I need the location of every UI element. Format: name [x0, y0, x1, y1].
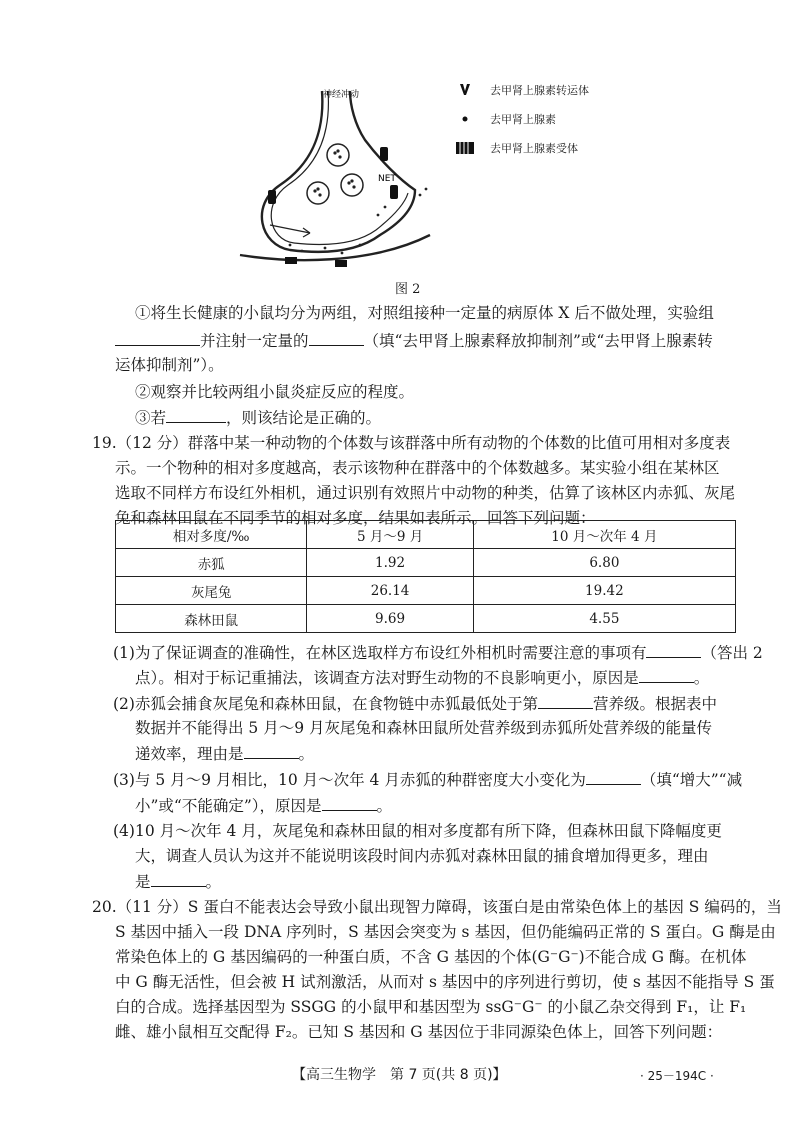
q19-s3b-pre: 小”或“不能确定”），原因是	[135, 797, 322, 815]
q19-s4c-pre: 是	[135, 873, 151, 891]
table-cell: 灰尾兔	[116, 577, 307, 605]
table-cell: 9.69	[307, 605, 473, 633]
q18-text-mid: 并注射一定量的	[200, 332, 309, 350]
table-row	[116, 577, 736, 605]
legend-row-receptor	[450, 140, 578, 156]
table-header: 5 月～9 月	[307, 521, 473, 549]
figure-caption: 图 2	[395, 282, 421, 297]
q18-step1-line3: 运体抑制剂”）。	[115, 356, 224, 374]
legend-label-transporter: 去甲肾上腺素转运体	[490, 84, 589, 97]
q19-s3a-pre: (3)与 5 月～9 月相比，10 月～次年 4 月赤狐的种群密度大小变化为	[113, 771, 586, 789]
q20-line-6: 雌、雄小鼠相互交配得 F₂。已知 S 基因和 G 基因位于非同源染色体上，回答下列问题：	[115, 1023, 723, 1041]
q20-line-2: S 基因中插入一段 DNA 序列时，S 基因会突变为 s 基因，但仍能编码正常的 S 蛋白。G 酶是由	[115, 923, 776, 941]
answer-blank[interactable]	[309, 330, 364, 346]
answer-blank[interactable]	[646, 642, 701, 658]
table-cell: 森林田鼠	[116, 605, 307, 633]
synapse-diagram	[230, 85, 440, 275]
receptor-icon	[450, 140, 480, 156]
answer-blank[interactable]	[586, 769, 641, 785]
page-footer-center: 【高三生物学 第 7 页(共 8 页)】	[292, 1067, 507, 1083]
q19-s3-line2	[135, 795, 726, 816]
q19-s4-line1: (4)10 月～次年 4 月，灰尾兔和森林田鼠的相对多度都有所下降，但森林田鼠下降幅度更	[113, 822, 722, 840]
table-cell: 4.55	[473, 605, 735, 633]
table-header-row	[116, 521, 736, 549]
q19-s2c-pre: 递效率，理由是	[135, 745, 244, 763]
table-cell: 26.14	[307, 577, 473, 605]
table-row	[116, 549, 736, 577]
answer-blank[interactable]	[151, 871, 206, 887]
q18-step1-line2	[115, 330, 726, 351]
q19-s1b-pre: 点）。相对于标记重捕法，该调查方法对野生动物的不良影响更小，原因是	[135, 669, 639, 687]
q20-line-3: 常染色体上的 G 基因编码的一种蛋白质，不含 G 基因的个体(G⁻G⁻)不能合成 G 酶。在机体	[115, 948, 747, 966]
q19-s3b-post: 。	[376, 797, 393, 815]
dot-icon	[450, 116, 480, 122]
net-label: NET	[378, 174, 396, 184]
q19-s2-line2: 数据并不能得出 5 月～9 月灰尾兔和森林田鼠所处营养级到赤狐所处营养级的能量传	[135, 719, 713, 737]
table-cell: 赤狐	[116, 549, 307, 577]
q20-line-4: 中 G 酶无活性，但会被 H 试剂激活，从而对 s 基因中的序列进行剪切，使 s 基因不能指导 S 蛋	[115, 973, 775, 991]
q19-s2a-post: 营养级。根据表中	[592, 695, 717, 713]
table-cell: 6.80	[473, 549, 735, 577]
q19-intro-3: 选取不同样方布设红外相机，通过识别有效照片中动物的种类，估算了该林区内赤狐、灰尾	[115, 484, 736, 502]
answer-blank[interactable]	[322, 795, 377, 811]
table-cell: 19.42	[473, 577, 735, 605]
q18-step1-line1: ①将生长健康的小鼠均分为两组，对照组接种一定量的病原体 X 后不做处理，实验组	[135, 304, 714, 322]
q18-step2: ②观察并比较两组小鼠炎症反应的程度。	[135, 383, 415, 401]
q19-s2c-post: 。	[298, 745, 315, 763]
q18-step3	[135, 407, 726, 428]
q19-s1-line1	[113, 642, 763, 663]
q19-s2a-pre: (2)赤狐会捕食灰尾兔和森林田鼠，在食物链中赤狐最低处于第	[113, 695, 538, 713]
table-header: 相对多度/‰	[116, 521, 307, 549]
q19-s3-line1	[113, 769, 743, 790]
q19-s2-line3	[135, 743, 726, 764]
q19-intro-2: 示。一个物种的相对多度越高，表示该物种在群落中的个体数越多。某实验小组在某林区	[115, 459, 720, 477]
q20-line-5: 白的合成。选择基因型为 SSGG 的小鼠甲和基因型为 ssG⁻G⁻ 的小鼠乙杂交得到 F₁，让 F₁	[115, 998, 747, 1016]
q19-s4-line2: 大，调查人员认为这并不能说明该段时间内赤狐对森林田鼠的捕食增加得更多，理由	[135, 847, 709, 865]
relative-abundance-table	[115, 520, 736, 633]
transporter-icon	[450, 83, 480, 97]
q19-s1a-post: （答出 2	[701, 644, 763, 662]
q19-s4c-post: 。	[205, 873, 222, 891]
q19-s1a-pre: (1)为了保证调查的准确性，在林区选取样方布设红外相机时需要注意的事项有	[113, 644, 647, 662]
q19-s1b-post: 。	[693, 669, 710, 687]
answer-blank[interactable]	[244, 743, 299, 759]
answer-blank[interactable]	[115, 330, 200, 346]
q19-s2-line1	[113, 693, 726, 714]
table-row	[116, 605, 736, 633]
q19-s1-line2	[135, 667, 726, 688]
q19-s3a-post: （填“增大”“减	[640, 771, 743, 789]
q18-text-post: （填“去甲肾上腺素释放抑制剂”或“去甲肾上腺素转	[363, 332, 713, 350]
table-cell: 1.92	[307, 549, 473, 577]
legend-label-dot: 去甲肾上腺素	[490, 113, 556, 126]
answer-blank[interactable]	[538, 693, 593, 709]
table-header: 10 月～次年 4 月	[473, 521, 735, 549]
q19-intro-4: 兔和森林田鼠在不同季节的相对多度，结果如表所示。回答下列问题：	[115, 509, 596, 527]
answer-blank[interactable]	[639, 667, 694, 683]
legend-row-dot	[450, 111, 556, 127]
page-footer-code: · 25－194C ·	[640, 1069, 714, 1083]
q18-step3-post: ，则该结论是正确的。	[226, 409, 382, 427]
q19-intro-1: 19.（12 分）群落中某一种动物的个体数与该群落中所有动物的个体数的比值可用相对多度表	[92, 434, 731, 452]
answer-blank[interactable]	[166, 407, 226, 423]
q18-step3-pre: ③若	[135, 409, 167, 427]
nerve-impulse-label: 神经冲动	[323, 90, 360, 100]
legend-row-transporter	[450, 82, 589, 98]
q19-s4-line3	[135, 871, 726, 892]
q20-line-1: 20.（11 分）S 蛋白不能表达会导致小鼠出现智力障碍，该蛋白是由常染色体上的基因 S 编码的，当	[92, 898, 782, 916]
legend-label-receptor: 去甲肾上腺素受体	[490, 142, 578, 155]
